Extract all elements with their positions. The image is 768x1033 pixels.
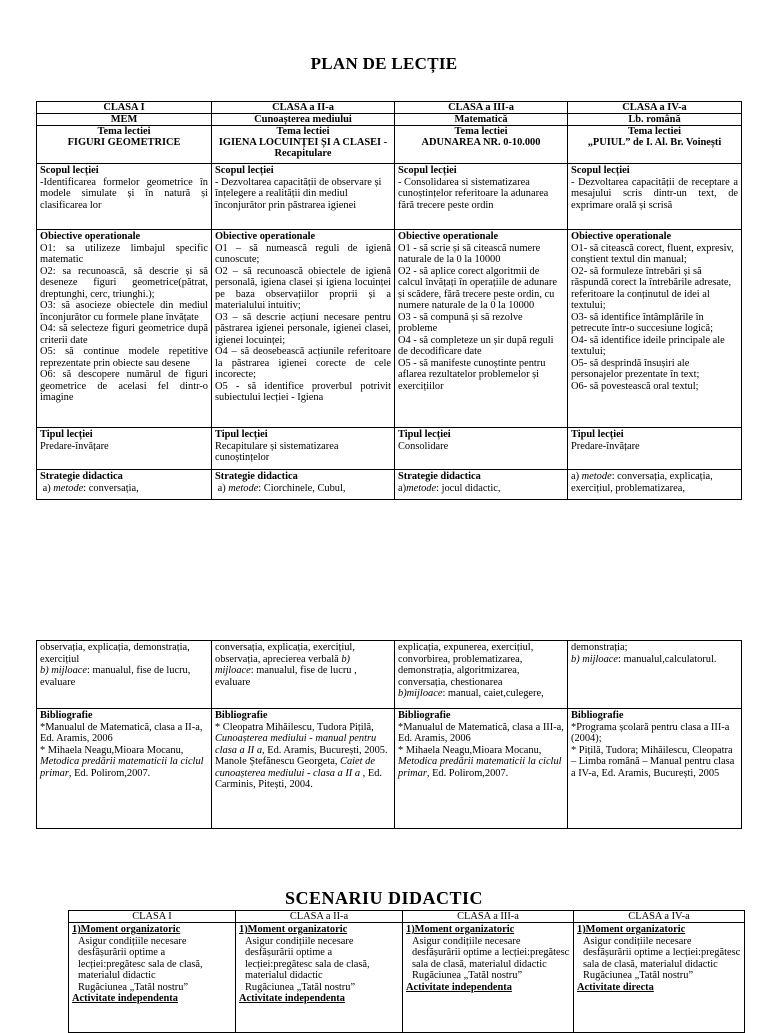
type-label: Tipul lecției [571,429,624,440]
moment-label: 1)Moment organizatoric [406,924,515,935]
objective-item: O1: sa utilizeze limbajul specific matematic [40,242,208,265]
objectives-label: Obiective operationale [571,231,672,242]
objective-item: O2- să formuleze întrebări și să răspundă corect la întrebările adresate, referitoare la conținutul de idei al textului; [571,265,732,311]
bibliography-entry-title: Caiet de cunoașterea mediului - clasa a II a [215,756,375,779]
theme-cell [395,126,568,164]
aim-cell [212,164,395,230]
theme-cell [568,126,742,164]
objective-item: O5 - să manifeste cunoștinte pentru aflarea rezultatelor problemelor și exercițiilor [398,357,546,392]
theme-label: Tema lectiei [454,126,508,137]
strategy-prefix: a) [42,482,54,494]
objectives-row [37,230,742,428]
lesson-type-row [37,428,742,470]
resources-key: b) mijloace [40,665,88,676]
bibliography-entry-title: Metodica predării matematicii la ciclul primar [40,756,204,779]
objective-item: O3 – să descrie acțiuni necesare pentru păstrarea igienei personale, igienei clasei, igienei locuinței; [215,311,391,346]
bibliography-cell [212,709,395,829]
scenario-cell [403,923,574,1033]
objective-item: O1- să citească corect, fluent, expresiv, conștient textul din manual; [571,242,734,265]
objectives-cell [212,230,395,428]
strategy-cell [395,470,568,500]
strategy-prefix: a) [571,471,582,482]
class-header: CLASA I [37,102,212,114]
objectives-label: Obiective operationale [398,231,499,242]
aim-label: Scopul lecției [571,165,630,176]
type-cell [568,428,742,470]
objective-item: O5: să continue modele repetitive reprezentate prin obiecte sau desene [40,346,208,369]
theme-label: Tema lectiei [276,126,330,137]
methods-text: : conversația, explicația, exercițiul, problematizarea, [571,471,713,494]
strategy-methods-list: demonstrația; [571,642,628,653]
class-header: CLASA a II-a [212,102,395,114]
strategy-continued-cell [395,641,568,709]
strategy-cell [568,470,742,500]
bibliography-label: Bibliografie [215,710,268,721]
lesson-plan-table-continued [36,640,742,829]
bibliography-entry: * Mihaela Neagu,Mioara Mocanu, [40,744,184,756]
aim-label: Scopul lecției [215,165,274,176]
aim-label: Scopul lecției [40,165,99,176]
objective-item: O2 - să aplice corect algoritmii de calcul învățați în operațiile de adunare și scădere, fără trecere peste ordin, cu numere naturale de la 0 la 10000 [398,265,557,311]
subject-cell: Matematică [395,114,568,126]
objectives-label: Obiective operationale [215,231,316,242]
prayer-text: Rugăciunea „Tatăl nostru” [245,981,356,993]
bibliography-entry: Manole Ștefănescu Georgeta, [215,756,341,767]
methods-key: metode [53,482,84,494]
scenario-cell [236,923,403,1033]
type-value: Predare-învățare [571,440,640,452]
type-value: Predare-învățare [40,440,109,452]
resources-text: : manualul, fise de lucru , evaluare [215,665,357,688]
theme-value: ADUNAREA NR. 0-10.000 [421,137,541,148]
class-header: CLASA a III-a [395,102,568,114]
methods-key: metode [581,471,612,482]
type-value: Consolidare [398,440,449,452]
moment-label: 1)Moment organizatoric [577,924,686,935]
resources-text: : manualul,calculatorul. [618,653,717,665]
scenario-title: SCENARIU DIDACTIC [284,888,484,908]
moment-label: 1)Moment organizatoric [72,924,181,935]
bibliography-cell [395,709,568,829]
aim-cell [37,164,212,230]
theme-value: IGIENA LOCUINȚEI ȘI A CLASEI - Recapitulare [218,137,388,159]
scenario-table [68,910,745,1033]
subject-row [37,114,742,126]
bibliography-entry: *Manualul de Matematică, clasa a II-a, Ed. Aramis, 2006 [40,721,203,744]
objective-item: O4- să identifice ideile principale ale textului; [571,334,725,357]
theme-value: „PUIUL” de I. Al. Br. Voinești [587,137,722,148]
aim-label: Scopul lecției [398,165,457,176]
methods-text: : Ciorchinele, Cubul, [258,482,346,494]
type-cell [37,428,212,470]
strategy-continued-row [37,641,742,709]
resources-key: b) mijloace [215,653,351,676]
moment-text: Asigur condițiile necesare desfășurării optime a lecției:pregătesc sala de clasă, materialul didactic [583,935,741,970]
bibliography-entry-title: Metodica predării matematicii la ciclul primar [398,756,562,779]
objective-item: O1 – să numească reguli de igienă cunoscute; [215,242,391,265]
bibliography-label: Bibliografie [398,710,451,721]
prayer-text: Rugăciunea „Tatăl nostru” [412,970,523,981]
scenario-body-row [69,923,745,1033]
resources-key: b)mijloace [398,688,443,699]
type-cell [395,428,568,470]
strategy-label: Strategie didactica [40,471,123,482]
prayer-text: Rugăciunea „Tatăl nostru” [78,981,189,993]
methods-text: : conversația, [83,482,139,494]
theme-cell [37,126,212,164]
scenario-cell [574,923,745,1033]
moment-label: 1)Moment organizatoric [239,924,348,935]
aim-text: -Identificarea formelor geometrice în modele simulate și în natură și clasificarea lor [40,176,208,211]
bibliography-entry: , Ed. Carminis, Pitești, 2004. [215,767,382,790]
scenario-cell [69,923,236,1033]
objective-item: O4: să selecteze figuri geometrice după criterii date [40,323,208,346]
bibliography-cell [568,709,742,829]
objective-item: O6: să descopere numărul de figuri geometrice de acelasi fel dintr-o imagine [40,369,208,403]
type-label: Tipul lecției [215,429,268,440]
lesson-aim-row [37,164,742,230]
moment-text: Asigur condițiile necesare desfășurării optime a lecției:pregătesc sala de clasă, materialul didactic [78,935,203,981]
objectives-cell [395,230,568,428]
activity-label: Activitate independenta [72,993,178,1004]
objective-item: O4 - să completeze un șir după reguli de decodificare date [398,334,554,357]
subject-cell: MEM [37,114,212,126]
objective-item: O4 – să deosebească acțiunile referitoare la păstrarea igienei corecte de cele incorecte; [215,346,391,380]
scenario-header-row [69,911,745,923]
objective-item: O2 – să recunoască obiectele de igienă personală, igiena clasei și igiena locuinței pe baza observațiilor proprii și a materialului intuitiv; [215,265,391,311]
bibliography-label: Bibliografie [571,710,624,721]
prayer-text: Rugăciunea „Tatăl nostru” [583,970,694,981]
subject-cell: Lb. română [568,114,742,126]
bibliography-entry: *Manualul de Matematică, clasa a III-a, Ed. Aramis, 2006 [398,721,564,744]
objective-item: O1 - să scrie și să citească numere naturale de la 0 la 10000 [398,242,541,265]
objective-item: O2: sa recunoască, să descrie și să deseneze figuri geometrice(pătrat, dreptunghi, cerc, triunghi.); [40,265,208,300]
strategy-methods-list: explicația, expunerea, exercițiul, convorbirea, problematizarea, demonstrația, algoritmizarea, conversația, chestionarea [398,642,534,688]
bibliography-entry: *Programa școlară pentru clasa a III-a (2004); [571,721,730,744]
aim-text: - Dezvoltarea capacității de observare și înțelegere a realității din mediul înconjurător prin păstrarea igienei [215,176,382,211]
strategy-continued-cell [212,641,395,709]
strategy-continued-cell [37,641,212,709]
bibliography-entry: * Cleopatra Mihăilescu, Tudora Pițilă, [215,721,374,733]
bibliography-entry: , Ed. Polirom,2007. [426,767,509,779]
moment-text: Asigur condițiile necesare desfășurării optime a lecției:pregătesc sala de clasă, materialul didactic [412,935,570,970]
objective-item: O3- să identifice întâmplările în petrecute într-o succesiune logică; [571,311,714,334]
activity-label: Activitate independenta [239,993,345,1004]
methods-text: : jocul didactic, [436,482,501,494]
aim-text: - Consolidarea si sistematizarea cunoștințelor referitoare la adunarea fără trecere peste ordin [398,176,549,211]
methods-key: metode [228,482,259,494]
bibliography-cell [37,709,212,829]
bibliography-entry: , Ed. Polirom,2007. [68,767,151,779]
strategy-methods [215,483,391,495]
class-header: CLASA a II-a [236,911,403,923]
theme-value: FIGURI GEOMETRICE [67,137,181,148]
bibliography-entry: * Mihaela Neagu,Mioara Mocanu, [398,744,542,756]
class-header: CLASA a III-a [403,911,574,923]
strategy-cell [212,470,395,500]
theme-cell [212,126,395,164]
strategy-methods [398,483,564,495]
strategy-label: Strategie didactica [398,471,481,482]
plan-title: PLAN DE LECȚIE [310,54,458,73]
objective-item: O3 - să compună și să rezolve probleme [398,311,523,334]
aim-cell [568,164,742,230]
objective-item: O6- să povestească oral textul; [571,380,699,392]
resources-key: b) mijloace [571,653,619,665]
objective-item: O3: să asocieze obiectele din mediul înconjurător cu formele plane învățate [40,300,208,323]
strategy-prefix: a) [398,482,407,494]
strategy-methods-list: conversația, explicația, exercițiul, observația, aprecierea verbală [215,642,355,665]
activity-label: Activitate independenta [406,981,512,993]
bibliography-row [37,709,742,829]
bibliography-entry: , Ed. Aramis, București, 2005. [262,744,388,756]
class-header: CLASA I [69,911,236,923]
strategy-row [37,470,742,500]
resources-text: : manualul, fise de lucru, evaluare [40,665,191,688]
class-header: CLASA a IV-a [568,102,742,114]
subject-cell: Cunoașterea mediului [212,114,395,126]
aim-text: - Dezvoltarea capacității de receptare a mesajului scris dintr-un text, de exprimare orală și scrisă [571,176,738,211]
activity-label: Activitate directa [577,981,654,993]
strategy-prefix: a) [217,482,229,494]
lesson-theme-row [37,126,742,164]
objective-item: O5 - să identifice proverbul potrivit subiectului lecției - Igiena [215,380,391,403]
strategy-methods-list: observația, explicația, demonstrația, exercițiul [40,642,190,665]
strategy-continued-cell [568,641,742,709]
type-label: Tipul lecției [398,429,451,440]
bibliography-entry: * Pițilă, Tudora; Mihăilescu, Cleopatra – Limba română – Manual pentru clasa a IV-a, Ed. Aramis, București, 2005 [571,744,735,779]
class-header-row [37,102,742,114]
objectives-cell [37,230,212,428]
strategy-label: Strategie didactica [215,471,298,482]
bibliography-label: Bibliografie [40,710,93,721]
strategy-methods [40,483,208,495]
bibliography-entry-title: Cunoașterea mediului - manual pentru clasa a II a [215,733,377,756]
methods-key: metode [406,482,437,494]
objective-item: O5- să desprindă însușiri ale personajelor prezentate în text; [571,357,700,380]
resources-text: : manual, caiet,culegere, [442,688,544,699]
theme-label: Tema lectiei [97,126,151,137]
type-value: Recapitulare și sistematizarea cunoștințelor [215,440,339,463]
objectives-label: Obiective operationale [40,231,141,242]
strategy-methods [571,471,738,494]
moment-text: Asigur condițiile necesare desfășurării optime a lecției:pregătesc sala de clasă, materialul didactic [245,935,370,981]
objectives-cell [568,230,742,428]
type-cell [212,428,395,470]
lesson-plan-table [36,101,742,500]
aim-cell [395,164,568,230]
type-label: Tipul lecției [40,429,93,440]
strategy-cell [37,470,212,500]
class-header: CLASA a IV-a [574,911,745,923]
theme-label: Tema lectiei [628,126,681,137]
